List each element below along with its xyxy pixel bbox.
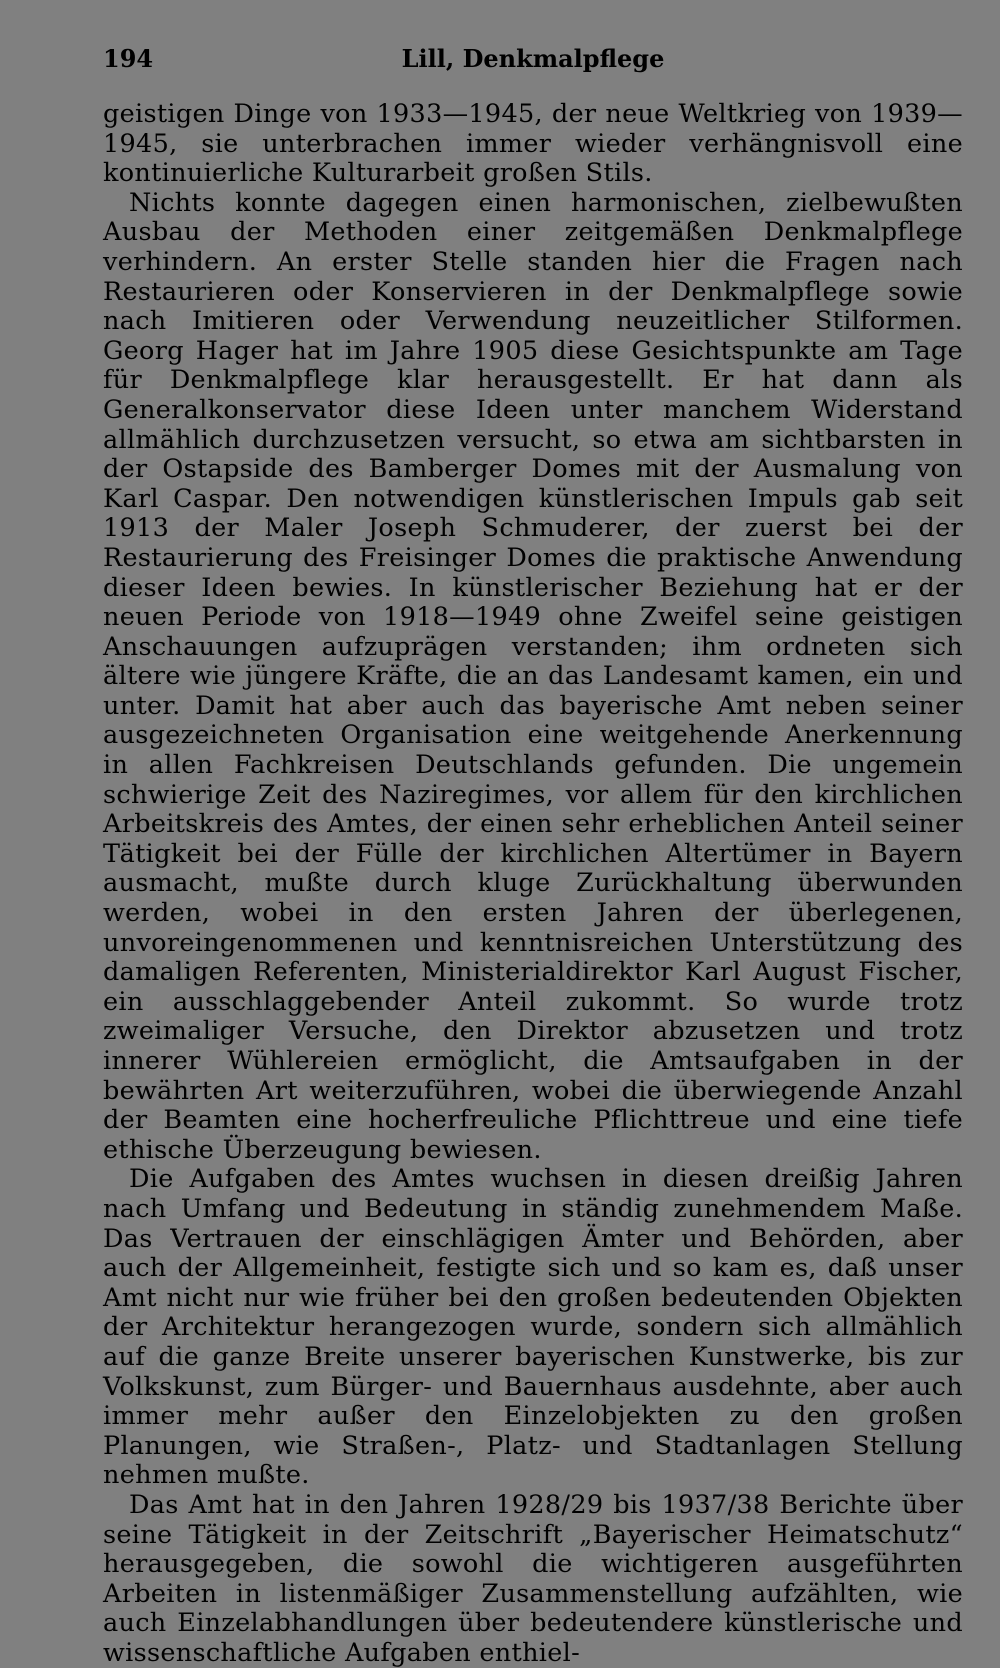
page-header [103,44,963,84]
body-text [103,100,963,1668]
document-page [103,44,963,1668]
running-title: Lill, Denkmalpflege [401,44,665,73]
paragraph-3: Die Aufgaben des Amtes wuchsen in diesen dreißig Jahren nach Umfang und Bedeutung in ständig zunehmendem Maße. Das Vertrauen der einschlägigen Ämter und Behörden, aber auch der Allgemeinheit, festigte sich und so kam es, daß unser Amt nicht nur wie früher bei den großen bedeutenden Objekten der Architektur herangezogen wurde, sondern sich allmählich auf die ganze Breite unserer bayerischen Kunstwerke, bis zur Volkskunst, zum Bürger- und Bauernhaus ausdehnte, aber auch immer mehr außer den Einzelobjekten zu den großen Planungen, wie Straßen-, Platz- und Stadtanlagen Stellung nehmen mußte. [103,1164,963,1491]
paragraph-4: Das Amt hat in den Jahren 1928/29 bis 1937/38 Berichte über seine Tätigkeit in der Zeitschrift „Bayerischer Heimatschutz“ herausgegeben, die sowohl die wichtigeren ausgeführten Arbeiten in listenmäßiger Zusammenstellung aufzählten, wie auch Einzelabhandlungen über bedeutendere künstlerische und wissenschaftliche Aufgaben enthiel- [103,1489,963,1668]
paragraph-2: Nichts konnte dagegen einen harmonischen, zielbewußten Ausbau der Methoden einer zeitgemäßen Denkmalpflege verhindern. An erster Stelle standen hier die Fragen nach Restaurieren oder Konservieren in der Denkmalpflege sowie nach Imitieren oder Verwendung neuzeitlicher Stilformen. Georg Hager hat im Jahre 1905 diese Gesichtspunkte am Tage für Denkmalpflege klar herausgestellt. Er hat dann als Generalkonservator diese Ideen unter manchem Widerstand allmählich durchzusetzen versucht, so etwa am sichtbarsten in der Ostapside des Bamberger Domes mit der Ausmalung von Karl Caspar. Den notwendigen künstlerischen Impuls gab seit 1913 der Maler Joseph Schmuderer, der zuerst bei der Restaurierung des Freisinger Domes die praktische Anwendung dieser Ideen bewies. In künstlerischer Beziehung hat er der neuen Periode von 1918—1949 ohne Zweifel seine geistigen Anschauungen aufzuprägen verstanden; ihm ordneten sich ältere wie jüngere Kräfte, die an das Landesamt kamen, ein und unter. Damit hat aber auch das bayerische Amt neben seiner ausgezeichneten Organisation eine weitgehende Anerkennung in allen Fachkreisen Deutschlands gefunden. Die ungemein schwierige Zeit des Naziregimes, vor allem für den kirchlichen Arbeitskreis des Amtes, der einen sehr erheblichen Anteil seiner Tätigkeit bei der Fülle der kirchlichen Altertümer in Bayern ausmacht, mußte durch kluge Zurückhaltung überwunden werden, wobei in den ersten Jahren der überlegenen, unvoreingenommenen und kenntnisreichen Unterstützung des damaligen Referenten, Ministerialdirektor Karl August Fischer, ein ausschlaggebender Anteil zukommt. So wurde trotz zweimaliger Versuche, den Direktor abzusetzen und trotz innerer Wühlereien ermöglicht, die Amtsaufgaben in der bewährten Art weiterzuführen, wobei die überwiegende Anzahl der Beamten eine hocherfreuliche Pflichttreue und eine tiefe ethische Überzeugung bewiesen. [103,187,963,1165]
page-number: 194 [103,44,154,73]
paragraph-1: geistigen Dinge von 1933—1945, der neue Weltkrieg von 1939—1945, sie unterbrachen immer wieder verhängnisvoll eine kontinuierliche Kulturarbeit großen Stils. [103,99,963,189]
